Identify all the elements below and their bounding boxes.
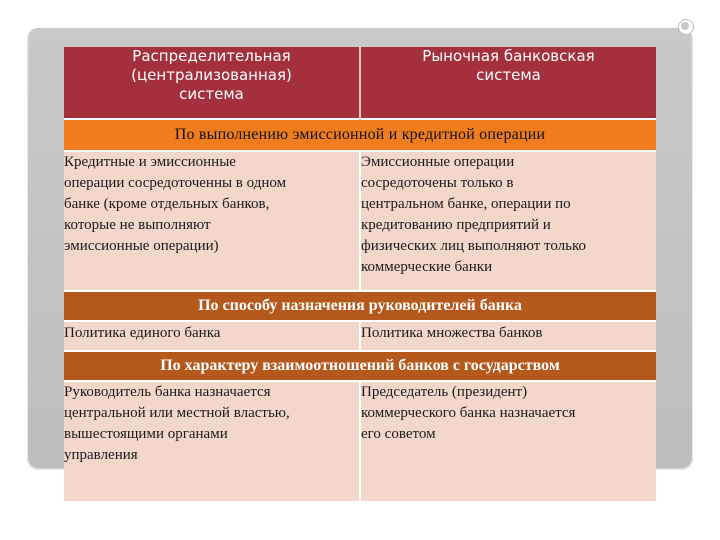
cell-line: сосредоточены только в (361, 175, 514, 191)
section-row (64, 291, 656, 321)
comparison-table (64, 47, 656, 501)
cell-line: Председатель (президент) (361, 384, 528, 400)
cell-line: операции сосредоточенны в одном (64, 175, 287, 191)
cell-line: управления (64, 447, 138, 463)
cell-line: банке (кроме отдельных банков, (64, 196, 270, 212)
cell-line: Руководитель банка назначается (64, 384, 271, 400)
cell-centralized (64, 151, 360, 291)
section-row (64, 119, 656, 151)
header-line: (централизованная) (131, 66, 292, 84)
header-line: Распределительная (132, 47, 291, 65)
table-row (64, 321, 656, 351)
section-row (64, 351, 656, 381)
cell-line: коммерческого банка назначается (361, 405, 576, 421)
cell-line: Политика множества банков (361, 325, 543, 341)
cell-line: вышестоящими органами (64, 426, 228, 442)
cell-market (360, 381, 656, 501)
cell-line: центральном банке, операции по (361, 196, 571, 212)
cell-line: эмиссионные операции) (64, 238, 219, 254)
cell-centralized (64, 381, 360, 501)
cell-line: центральной или местной властью, (64, 405, 290, 421)
table-row (64, 381, 656, 501)
cell-centralized (64, 321, 360, 351)
cell-line: Эмиссионные операции (361, 154, 515, 170)
section-title-emission: По выполнению эмиссионной и кредитной операции (64, 119, 656, 151)
decorative-dot-icon (681, 22, 689, 30)
section-title-appointment: По способу назначения руководителей банка (64, 291, 656, 321)
table-header-row (64, 47, 656, 119)
header-line: система (476, 66, 541, 84)
cell-line: его советом (361, 426, 436, 442)
cell-market (360, 151, 656, 291)
cell-line: физических лиц выполняют только (361, 238, 587, 254)
cell-line: коммерческие банки (361, 259, 493, 275)
header-centralized-system (64, 47, 360, 119)
header-line: Рыночная банковская (422, 47, 595, 65)
cell-line: которые не выполняют (64, 217, 211, 233)
cell-market (360, 321, 656, 351)
header-line: система (179, 85, 244, 103)
cell-line: Политика единого банка (64, 325, 221, 341)
table-row (64, 151, 656, 291)
section-title-state-relations: По характеру взаимоотношений банков с государством (64, 351, 656, 381)
cell-line: кредитованию предприятий и (361, 217, 551, 233)
header-market-system (360, 47, 656, 119)
cell-line: Кредитные и эмиссионные (64, 154, 236, 170)
